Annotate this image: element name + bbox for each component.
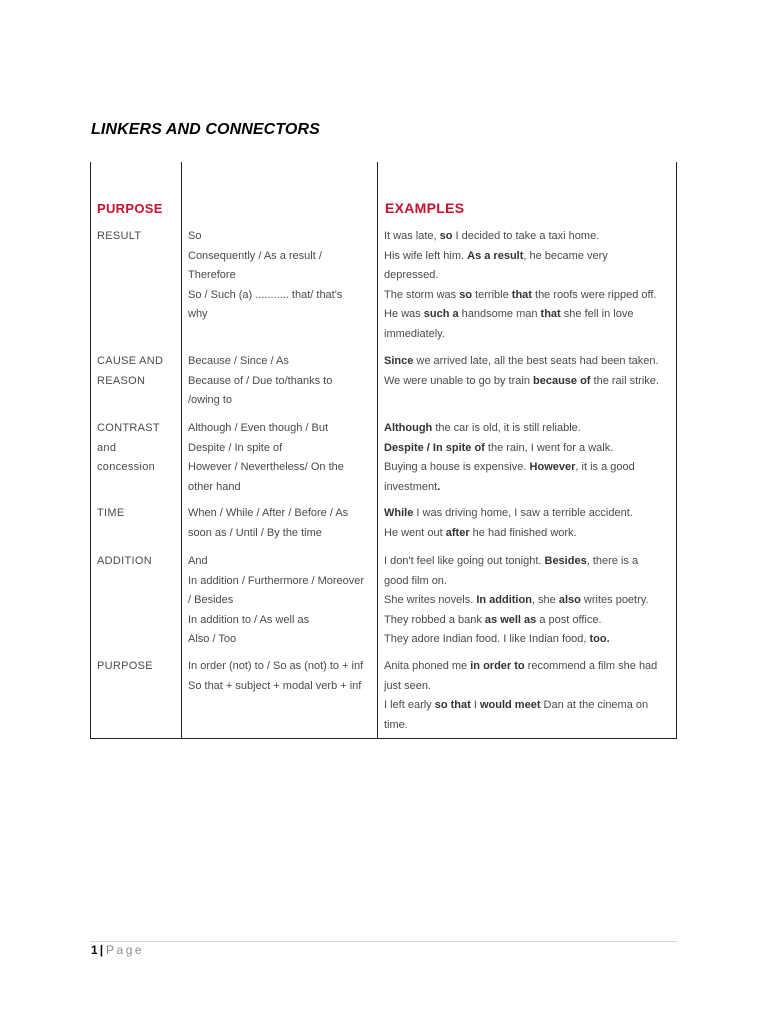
example-keyword: Despite / In spite of bbox=[384, 441, 485, 454]
example-line bbox=[384, 439, 674, 459]
example-line bbox=[384, 419, 674, 439]
purpose-cell bbox=[97, 227, 177, 247]
page-separator: | bbox=[99, 943, 104, 957]
connector-line: And bbox=[188, 555, 208, 567]
example-keyword: such a bbox=[423, 308, 459, 320]
example-keyword: As a result bbox=[467, 249, 524, 262]
example-keyword: so bbox=[459, 288, 473, 301]
example-line bbox=[384, 352, 674, 372]
examples-cell bbox=[384, 419, 674, 497]
example-text: Dan at the cinema on bbox=[540, 699, 649, 711]
examples-cell bbox=[384, 504, 674, 543]
example-keyword: Besides bbox=[544, 555, 587, 567]
example-text: a post office. bbox=[536, 613, 602, 626]
example-keyword: that bbox=[540, 308, 561, 320]
examples-cell bbox=[384, 227, 674, 344]
purpose-line: REASON bbox=[97, 374, 146, 387]
example-text: she fell in love bbox=[560, 308, 634, 320]
example-keyword: so that bbox=[434, 699, 471, 711]
purpose-cell bbox=[97, 657, 177, 677]
example-keyword: too. bbox=[589, 633, 610, 645]
example-text: I bbox=[470, 699, 480, 711]
purpose-line: CONTRAST bbox=[97, 422, 160, 434]
connector-line: Because / Since / As bbox=[188, 355, 289, 367]
example-keyword: because of bbox=[533, 374, 591, 387]
example-keyword: In addition bbox=[476, 594, 532, 606]
example-text: , it is a good bbox=[575, 461, 635, 473]
connectors-cell bbox=[188, 504, 374, 543]
example-text: the rain, I went for a walk. bbox=[484, 441, 614, 454]
example-text: terrible bbox=[472, 288, 512, 301]
purpose-line: PURPOSE bbox=[97, 660, 153, 672]
example-text: I decided to take a taxi home. bbox=[452, 230, 600, 242]
connector-line: Because of / Due to/thanks to bbox=[188, 374, 333, 387]
connector-line: / Besides bbox=[188, 594, 234, 606]
connector-line: why bbox=[188, 308, 208, 320]
example-line bbox=[384, 572, 674, 592]
example-line bbox=[384, 227, 674, 247]
example-keyword: as well as bbox=[484, 613, 537, 626]
connectors-table bbox=[90, 162, 677, 739]
purpose-line: TIME bbox=[97, 507, 125, 519]
example-text: They robbed a bank bbox=[384, 613, 485, 626]
example-text: He was bbox=[384, 308, 424, 320]
connector-line: In order (not) to / So as (not) to + inf bbox=[188, 660, 364, 672]
example-text: handsome man bbox=[458, 308, 541, 320]
example-text: the rail strike. bbox=[590, 374, 659, 387]
connector-line: /owing to bbox=[188, 394, 233, 406]
example-text: just seen. bbox=[384, 679, 432, 692]
example-text: investment bbox=[384, 480, 438, 493]
connector-line: However / Nevertheless/ On the bbox=[188, 461, 344, 473]
example-line bbox=[384, 372, 674, 392]
example-text: , she bbox=[531, 594, 559, 606]
example-line bbox=[384, 247, 674, 267]
examples-cell bbox=[384, 352, 674, 391]
connector-line: So bbox=[188, 230, 202, 242]
examples-header: EXAMPLES bbox=[385, 200, 465, 216]
example-text: We were unable to go by train bbox=[384, 374, 533, 387]
connectors-cell bbox=[188, 419, 374, 497]
example-text: time. bbox=[384, 718, 408, 731]
example-line bbox=[384, 630, 674, 650]
example-text: I was driving home, I saw a terrible accident. bbox=[413, 507, 633, 519]
connector-line: other hand bbox=[188, 480, 241, 493]
connector-line: So that + subject + modal verb + inf bbox=[188, 679, 362, 692]
example-text: depressed. bbox=[384, 269, 439, 281]
example-text: , there is a bbox=[586, 555, 639, 567]
example-text: the car is old, it is still reliable. bbox=[432, 422, 581, 434]
example-keyword: would meet bbox=[479, 699, 541, 711]
example-text: , he became very bbox=[523, 249, 608, 262]
example-keyword: in order to bbox=[470, 660, 525, 672]
purpose-cell bbox=[97, 552, 177, 572]
example-line bbox=[384, 305, 674, 325]
example-keyword: While bbox=[384, 507, 414, 519]
connector-line: So / Such (a) ........... that/ that's bbox=[188, 288, 343, 301]
example-line bbox=[384, 504, 674, 524]
example-keyword: However bbox=[529, 461, 576, 473]
example-line bbox=[384, 458, 674, 478]
example-keyword: so bbox=[439, 230, 453, 242]
connectors-cell bbox=[188, 227, 374, 325]
example-line bbox=[384, 591, 674, 611]
connector-line: Consequently / As a result / bbox=[188, 249, 322, 262]
connector-line: When / While / After / Before / As bbox=[188, 507, 349, 519]
connector-line: In addition to / As well as bbox=[188, 613, 310, 626]
purpose-header: PURPOSE bbox=[97, 201, 163, 216]
example-text: His wife left him. bbox=[384, 249, 468, 262]
example-text: He went out bbox=[384, 526, 446, 539]
purpose-cell bbox=[97, 504, 177, 524]
example-line bbox=[384, 677, 674, 697]
example-text: good film on. bbox=[384, 574, 447, 587]
column-divider bbox=[377, 162, 378, 738]
example-text: he had finished work. bbox=[469, 526, 577, 539]
connector-line: Also / Too bbox=[188, 633, 237, 645]
example-keyword: Since bbox=[384, 355, 414, 367]
connectors-cell bbox=[188, 352, 374, 411]
example-line bbox=[384, 611, 674, 631]
example-line bbox=[384, 286, 674, 306]
example-keyword: that bbox=[511, 288, 532, 301]
footer-rule bbox=[90, 941, 677, 942]
example-keyword: Although bbox=[384, 422, 433, 434]
page-label: Page bbox=[106, 943, 145, 957]
example-text: writes poetry. bbox=[580, 594, 649, 606]
page-footer bbox=[91, 943, 144, 957]
example-line bbox=[384, 657, 674, 677]
connector-line: Although / Even though / But bbox=[188, 422, 329, 434]
examples-cell bbox=[384, 657, 674, 735]
connector-line: In addition / Furthermore / Moreover bbox=[188, 574, 365, 587]
example-text: Buying a house is expensive. bbox=[384, 461, 530, 473]
example-keyword: after bbox=[445, 526, 470, 539]
example-line bbox=[384, 478, 674, 498]
connectors-cell bbox=[188, 657, 374, 696]
example-line bbox=[384, 524, 674, 544]
page-number: 1 bbox=[91, 943, 98, 957]
connector-line: Despite / In spite of bbox=[188, 441, 283, 454]
example-line bbox=[384, 552, 674, 572]
example-keyword: also bbox=[558, 594, 581, 606]
example-text: recommend a film she had bbox=[524, 660, 658, 672]
example-text: The storm was bbox=[384, 288, 460, 301]
example-text: I don't feel like going out tonight. bbox=[384, 555, 545, 567]
example-text: we arrived late, all the best seats had been taken. bbox=[413, 355, 659, 367]
connector-line: soon as / Until / By the time bbox=[188, 526, 322, 539]
purpose-cell bbox=[97, 419, 177, 478]
column-divider bbox=[181, 162, 182, 738]
example-line bbox=[384, 696, 674, 716]
connectors-cell bbox=[188, 552, 374, 650]
purpose-line: and bbox=[97, 441, 117, 454]
example-text: Anita phoned me bbox=[384, 660, 471, 672]
purpose-line: CAUSE AND bbox=[97, 355, 164, 367]
connector-line: Therefore bbox=[188, 269, 236, 281]
example-text: the roofs were ripped off. bbox=[531, 288, 657, 301]
example-keyword: . bbox=[437, 480, 441, 493]
example-text: It was late, bbox=[384, 230, 440, 242]
page-title: LINKERS AND CONNECTORS bbox=[91, 121, 320, 138]
example-line bbox=[384, 716, 674, 736]
example-text: immediately. bbox=[384, 327, 445, 340]
example-text: I left early bbox=[384, 699, 435, 711]
examples-cell bbox=[384, 552, 674, 650]
purpose-line: ADDITION bbox=[97, 555, 152, 567]
purpose-line: RESULT bbox=[97, 230, 142, 242]
example-text: They adore Indian food. I like Indian food, bbox=[384, 633, 590, 645]
example-line bbox=[384, 266, 674, 286]
purpose-line: concession bbox=[97, 461, 156, 473]
purpose-cell bbox=[97, 352, 177, 391]
example-line bbox=[384, 325, 674, 345]
example-text: She writes novels. bbox=[384, 594, 477, 606]
